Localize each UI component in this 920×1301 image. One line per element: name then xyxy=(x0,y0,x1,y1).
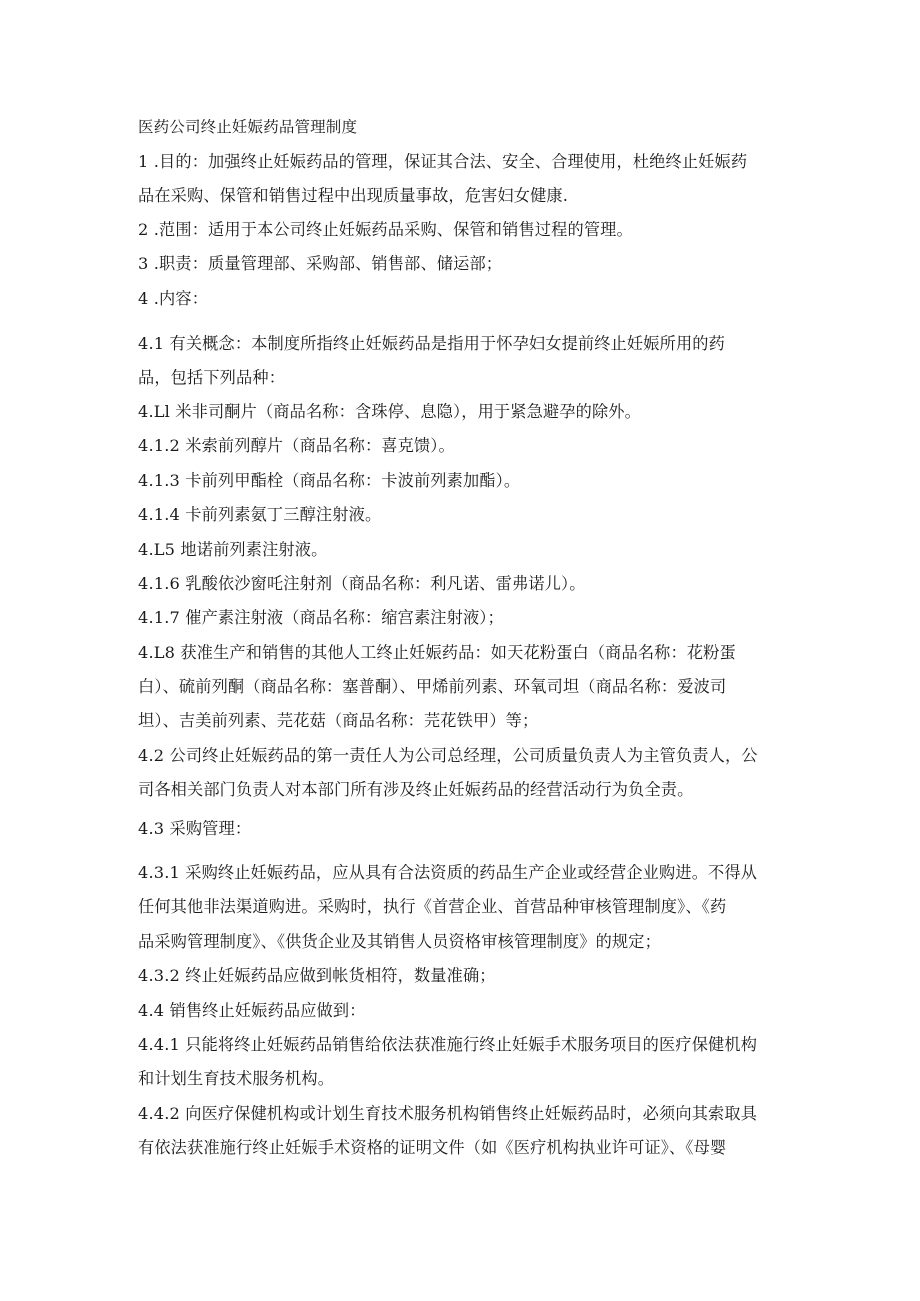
paragraph-4-1-6: 4.1.6 乳酸依沙窗吒注射剂（商品名称：利凡诺、雷弗诺儿）。 xyxy=(138,574,586,593)
paragraph-line: 白）、硫前列酮（商品名称：塞普酮）、甲烯前列素、环氧司坦（商品名称：爱波司 xyxy=(138,677,727,696)
paragraph-content-heading: 4 .内容： xyxy=(138,289,209,308)
document-title: 医药公司终止妊娠药品管理制度 xyxy=(138,118,358,136)
paragraph-4-1-5: 4.L5 地诺前列素注射液。 xyxy=(138,540,328,559)
paragraph-line: 4.L8 获准生产和销售的其他人工终止妊娠药品：如天花粉蛋白（商品名称：花粉蛋 xyxy=(138,643,736,662)
paragraph-4-3: 4.3 采购管理： xyxy=(138,819,252,838)
paragraph-line: 司各相关部门负责人对本部门所有涉及终止妊娠药品的经营活动行为负全责。 xyxy=(138,780,694,799)
paragraph-line: 4.2 公司终止妊娠药品的第一责任人为公司总经理，公司质量负责人为主管负责人，公 xyxy=(138,746,758,765)
paragraph-4-1-7: 4.1.7 催产素注射液（商品名称：缩宫素注射液）； xyxy=(138,608,504,627)
paragraph-line: 4.1 有关概念：本制度所指终止妊娠药品是指用于怀孕妇女提前终止妊娠所用的药 xyxy=(138,334,725,353)
paragraph-line: 有依法获准施行终止妊娠手术资格的证明文件（如《医疗机构执业许可证》、《母婴 xyxy=(138,1138,727,1157)
paragraph-line: 1 .目的：加强终止妊娠药品的管理，保证其合法、安全、合理使用，杜绝终止妊娠药 xyxy=(138,152,748,171)
paragraph-line: 品在采购、保管和销售过程中出现质量事故，危害妇女健康. xyxy=(138,186,569,205)
paragraph-4-1-3: 4.1.3 卡前列甲酯栓（商品名称：卡波前列素加酯）。 xyxy=(138,471,521,490)
paragraph-line: 和计划生育技术服务机构。 xyxy=(138,1069,335,1088)
paragraph-line: 坦）、吉美前列素、芫花菇（商品名称：芫花铁甲）等； xyxy=(138,711,539,730)
paragraph-4-1-2: 4.1.2 米索前列醇片（商品名称：喜克馈）。 xyxy=(138,436,455,455)
paragraph-4-1-1: 4.Ll 米非司酮片（商品名称：含珠停、息隐），用于紧急避孕的除外。 xyxy=(138,402,641,421)
paragraph-line: 品采购管理制度》、《供货企业及其销售人员资格审核管理制度》的规定； xyxy=(138,932,661,951)
paragraph-line: 任何其他非法渠道购进。采购时，执行《首营企业、首营品种审核管理制度》、《药 xyxy=(138,897,727,916)
paragraph-line: 4.4.2 向医疗保健机构或计划生育技术服务机构销售终止妊娠药品时，必须向其索取具 xyxy=(138,1104,758,1123)
paragraph-4-1-4: 4.1.4 卡前列素氨丁三醇注射液。 xyxy=(138,505,382,524)
paragraph-4-3-2: 4.3.2 终止妊娠药品应做到帐货相符，数量准确； xyxy=(138,966,496,985)
paragraph-4-4: 4.4 销售终止妊娠药品应做到： xyxy=(138,1001,366,1020)
paragraph-line: 品，包括下列品种： xyxy=(138,368,286,387)
paragraph-scope: 2 .范围：适用于本公司终止妊娠药品采购、保管和销售过程的管理。 xyxy=(138,220,633,239)
paragraph-line: 4.3.1 采购终止妊娠药品，应从具有合法资质的药品生产企业或经营企业购进。不得从 xyxy=(138,863,758,882)
paragraph-line: 4.4.1 只能将终止妊娠药品销售给依法获准施行终止妊娠手术服务项目的医疗保健机构 xyxy=(138,1035,758,1054)
paragraph-duties: 3 .职责：质量管理部、采购部、销售部、储运部； xyxy=(138,254,503,273)
